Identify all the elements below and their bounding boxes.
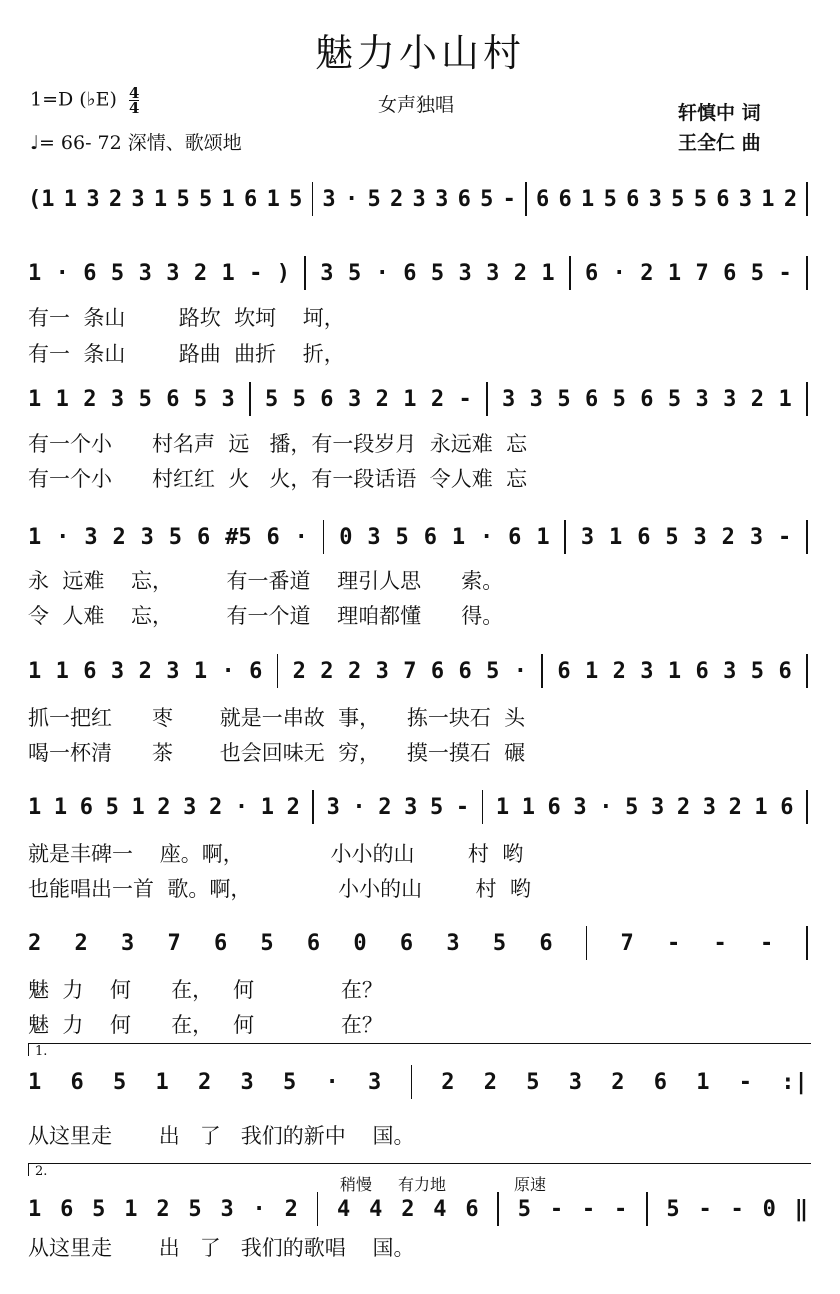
note: 5 [486,658,500,684]
note: 1 [667,658,682,684]
note: · [375,260,389,286]
note: 5 [292,386,306,412]
note: 3 [486,260,500,286]
note: 1 [403,386,417,412]
note: 2 [750,386,765,412]
note: 2 [320,658,334,684]
note: 3 [446,930,460,956]
note: · [352,794,366,820]
note: 6 [320,386,334,412]
bar-line [411,1065,413,1099]
note: 7 [403,658,417,684]
note: 3 [723,386,737,412]
note: - [760,930,774,956]
note: 3 [110,658,125,684]
volta-first-ending [28,1043,811,1059]
note: 3 [320,260,334,286]
note: 2 [611,1069,625,1095]
note: 3 [110,386,125,412]
note: 1 [28,1069,42,1095]
song-title: 魅力小山村 [314,31,525,75]
note: 3 [131,186,145,212]
note: - [667,930,681,956]
note: 6 [637,524,651,550]
note: 5 [198,186,213,212]
note: 3 [166,260,180,286]
note: 5 [666,1196,680,1222]
note: 1 [221,260,235,286]
note: - [778,260,792,286]
note: 3 [404,794,418,820]
note: 1 [155,1069,169,1095]
note: 5 [113,1069,127,1095]
notes-row [28,384,808,414]
note: 5 [526,1069,540,1095]
notes-row [28,184,808,214]
note: 3 [723,658,737,684]
note: 6 [558,186,572,212]
staff-line-5 [28,656,808,765]
note: 3 [640,658,654,684]
note: 6 [244,186,258,212]
note: 3 [412,186,426,212]
note: · [294,524,308,550]
note: 6 [716,186,730,212]
note: · [325,1069,339,1095]
note: 3 [347,386,362,412]
note: 6 [547,794,561,820]
bar-line [277,654,279,688]
bar-line [569,256,571,290]
note: 3 [568,1069,582,1095]
note: 4 [369,1196,383,1222]
note: 2 [138,658,152,684]
staff-line-4 [28,522,808,628]
note: 6 [723,260,737,286]
note: 6 [403,260,417,286]
note: 4 [433,1196,447,1222]
bar-line [806,520,808,554]
note: 6 [266,524,280,550]
notes-row [28,1194,808,1224]
note: 1 [28,794,42,820]
note: 5 [517,1196,531,1222]
tempo-original: 原速 [514,1175,547,1194]
note: 6 [780,794,794,820]
note: 3 [695,386,709,412]
note: 2 [286,794,300,820]
note: 2 [430,386,445,412]
note: 3 [693,524,707,550]
staff-line-6 [28,792,808,901]
staff-line-2 [28,258,808,366]
note: 2 [209,794,223,820]
note: - [502,186,516,212]
note: 3 [322,186,336,212]
note: 5 [92,1196,106,1222]
note: 1 [581,186,595,212]
note: 6 [399,930,414,956]
note: 6 [83,658,97,684]
note: 5 [625,794,639,820]
time-numerator: 4 [129,84,140,102]
note: 5 [367,186,381,212]
note: 2 [157,794,171,820]
lyric-verse-2: 令 人难 忘， 有一个道 理咱都懂 得。 [28,604,504,628]
lyric-verse-1: 魅 力 何 在， 何 在？ [28,978,383,1002]
note: - [549,1196,564,1222]
note: 1 [221,186,235,212]
note: 2 [728,794,742,820]
bar-line [312,790,314,824]
note: · [234,794,249,820]
note: - [730,1196,744,1222]
note: 5 [395,524,409,550]
note: 2 [378,794,392,820]
note: 6 [306,930,321,956]
note: 2 [513,260,528,286]
note: - [777,524,792,550]
note: 5 [693,186,707,212]
note: 2 [375,386,389,412]
notes-row [28,258,808,288]
note: 5 [347,260,362,286]
note: 6 [695,658,709,684]
note: - [455,794,470,820]
note: 4 [337,1196,351,1222]
note: 6 [508,524,522,550]
staff-line-8 [28,1067,808,1167]
note: 3 [573,794,587,820]
lyric-verse-1: 有一个小 村名声 远 播，有一段岁月 永远难 忘 [28,432,528,456]
note: 5 [430,260,445,286]
note: 3 [749,524,764,550]
note: 6 [535,186,550,212]
notes-row [28,656,808,686]
note: 2 [347,658,362,684]
note: 2 [284,1196,298,1222]
note: 2 [401,1196,415,1222]
note: 2 [676,794,691,820]
bar-line [317,1192,319,1226]
note: 6 [778,658,792,684]
time-signature [129,86,139,115]
note: 2 [193,260,208,286]
notes-row [28,928,808,958]
note: 6 [640,386,654,412]
note: 5 [612,386,626,412]
note: 1 [761,186,775,212]
note: 6 [457,186,471,212]
note: 2 [640,260,654,286]
note: 5 [138,386,152,412]
note: 3 [84,524,98,550]
note: 2 [441,1069,455,1095]
note: 3 [580,524,595,550]
note: 1 [696,1069,710,1095]
note: 5 [667,386,682,412]
tempo-slower: 稍慢 [340,1175,373,1194]
note: 6 [166,386,180,412]
note: 2 [483,1069,497,1095]
note: 2 [156,1196,170,1222]
note: 1 [521,794,535,820]
note: · [480,524,494,550]
note: 6 [83,260,97,286]
note: (1 [28,186,55,212]
note: 6 [70,1069,84,1095]
note: 3 [120,930,135,956]
note: 1 [495,794,510,820]
note: 3 [220,1196,234,1222]
staff-line-7 [28,928,808,1037]
bar-line [806,382,808,416]
lyricist-credit: 轩慎中 词 [678,102,761,124]
note: - [698,1196,712,1222]
note: 7 [695,260,709,286]
note: 3 [367,524,381,550]
note: 6 [584,386,599,412]
note: · [513,658,528,684]
note: 1 [28,658,42,684]
bar-line [525,182,527,216]
note: 3 [458,260,472,286]
note: 3 [738,186,752,212]
note: - [581,1196,596,1222]
notes-row [28,1067,808,1097]
note: 5 [557,386,571,412]
bar-line [806,256,808,290]
note: 2 [74,930,88,956]
lyric-verse-2: 有一 条山 路曲 曲折 折， [28,342,345,366]
note: 1 [55,386,69,412]
note: #5 [225,524,252,550]
bar-line [482,790,484,824]
composer-credit: 王全仁 曲 [678,132,761,154]
note: 1 [536,524,550,550]
note: 3 [183,794,197,820]
tempo-forceful: 有力地 [398,1175,447,1194]
note: 1 [266,186,280,212]
bar-line [806,182,808,216]
note: 5 [110,260,125,286]
note: 2 [83,386,97,412]
note: 1 [28,1196,42,1222]
note: 3 [368,1069,382,1095]
note: 3 [166,658,180,684]
notes-row [28,522,808,552]
note: 5 [430,794,444,820]
note: 2 [721,524,735,550]
lyric-verse-1: 抓一把红 枣 就是一串故 事， 拣一块石 头 [28,706,526,730]
note: 3 [138,260,152,286]
note: 1 [667,260,682,286]
note: 6 [249,658,263,684]
note: 2 [612,658,626,684]
note: ) [276,260,291,286]
time-denominator: 4 [129,99,140,117]
note: 0 [353,930,367,956]
note: 5 [176,186,190,212]
note: · [612,260,626,286]
bar-line [541,654,543,688]
note: 1 [541,260,555,286]
note: 1 [193,658,208,684]
note: 5 [168,524,183,550]
note: 6 [196,524,211,550]
note: · [344,186,359,212]
note: - [713,930,727,956]
note: 5 [492,930,507,956]
notes-row [28,792,808,822]
tempo-marking: ♩= 66- 72 深情、歌颂地 [30,132,242,154]
note: 3 [221,386,235,412]
note: 5 [283,1069,297,1095]
note: 1 [609,524,623,550]
note: 3 [648,186,662,212]
lyric-verse-1: 从这里走 出 了 我们的歌唱 国。 [28,1236,415,1260]
note: 5 [289,186,303,212]
note: 3 [502,386,516,412]
note: 1 [53,794,68,820]
note: 5 [105,794,119,820]
note: 3 [140,524,154,550]
note: 6 [60,1196,74,1222]
lyric-verse-2: 也能唱出一首 歌。啊， 小小的山 村 哟 [28,877,531,901]
note: 6 [539,930,553,956]
note: 1 [778,386,792,412]
bar-line [646,1192,648,1226]
staff-line-9 [28,1194,808,1294]
bar-line [323,520,325,554]
note: 5 [480,186,494,212]
lyric-verse-2: 魅 力 何 在， 何 在？ [28,1013,383,1037]
note: - [738,1069,752,1095]
volta-2-label: 2. [35,1164,48,1179]
note: 6 [458,658,472,684]
note: 1 [451,524,466,550]
note: 7 [167,930,181,956]
note: 6 [626,186,640,212]
note: 5 [750,658,765,684]
note: ‖ [794,1196,808,1222]
note: - [613,1196,628,1222]
note: 2 [112,524,126,550]
bar-line [806,926,808,960]
lyric-verse-1: 就是丰碑一 座。啊， 小小的山 村 哟 [28,842,524,866]
note: 1 [131,794,145,820]
note: · [55,260,69,286]
note: 6 [557,658,571,684]
note: 3 [529,386,543,412]
note: 7 [620,930,634,956]
bar-line [312,182,314,216]
note: · [221,658,235,684]
note: 3 [702,794,716,820]
note: 2 [783,186,798,212]
note: 2 [198,1069,212,1095]
note: 5 [665,524,679,550]
note: 1 [28,260,42,286]
note: 5 [188,1196,202,1222]
note: 3 [650,794,665,820]
note: 1 [153,186,168,212]
note: · [252,1196,266,1222]
note: 1 [28,524,42,550]
bar-line [486,382,488,416]
note: 1 [124,1196,138,1222]
note: 0 [762,1196,776,1222]
bar-line [249,382,251,416]
note: 6 [79,794,93,820]
lyric-verse-1: 从这里走 出 了 我们的新中 国。 [28,1124,415,1148]
note: · [56,524,70,550]
staff-line-3 [28,384,808,491]
note: 2 [108,186,123,212]
performance-type: 女声独唱 [378,94,455,116]
note: 1 [754,794,768,820]
note: 2 [28,930,42,956]
note: - [249,260,263,286]
note: 1 [260,794,274,820]
note: 3 [86,186,100,212]
bar-line [586,926,588,960]
note: 3 [240,1069,254,1095]
note: 5 [260,930,274,956]
key-signature [30,86,139,115]
lyric-verse-1: 永 远难 忘， 有一番道 理引人思 索。 [28,569,504,593]
note: 2 [292,658,306,684]
note: 5 [193,386,208,412]
note: 1 [28,386,42,412]
bar-line [564,520,566,554]
note: - [458,386,472,412]
note: 1 [584,658,599,684]
key-text: 1=D (♭E) [30,88,117,111]
lyric-verse-2: 有一个小 村红红 火 火，有一段话语 令人难 忘 [28,467,528,491]
note: 6 [584,260,599,286]
note: :| [781,1069,808,1095]
note: 2 [390,186,404,212]
note: · [599,794,613,820]
note: 1 [55,658,69,684]
note: 6 [213,930,228,956]
lyric-verse-1: 有一 条山 路坎 坎坷 坷， [28,306,345,330]
volta-1-label: 1. [35,1044,48,1059]
note: 1 [63,186,78,212]
note: 5 [265,386,279,412]
note: 3 [326,794,340,820]
note: 6 [430,658,445,684]
lyric-verse-2: 喝一杯清 茶 也会回味无 穷， 摸一摸石 碾 [28,741,526,765]
note: 6 [465,1196,479,1222]
bar-line [497,1192,499,1226]
note: 5 [603,186,617,212]
note: 5 [750,260,765,286]
note: 3 [435,186,449,212]
note: 6 [653,1069,667,1095]
bar-line [806,790,808,824]
note: 3 [375,658,389,684]
bar-line [806,654,808,688]
note: 6 [423,524,437,550]
bar-line [304,256,306,290]
note: 0 [339,524,353,550]
note: 5 [671,186,685,212]
